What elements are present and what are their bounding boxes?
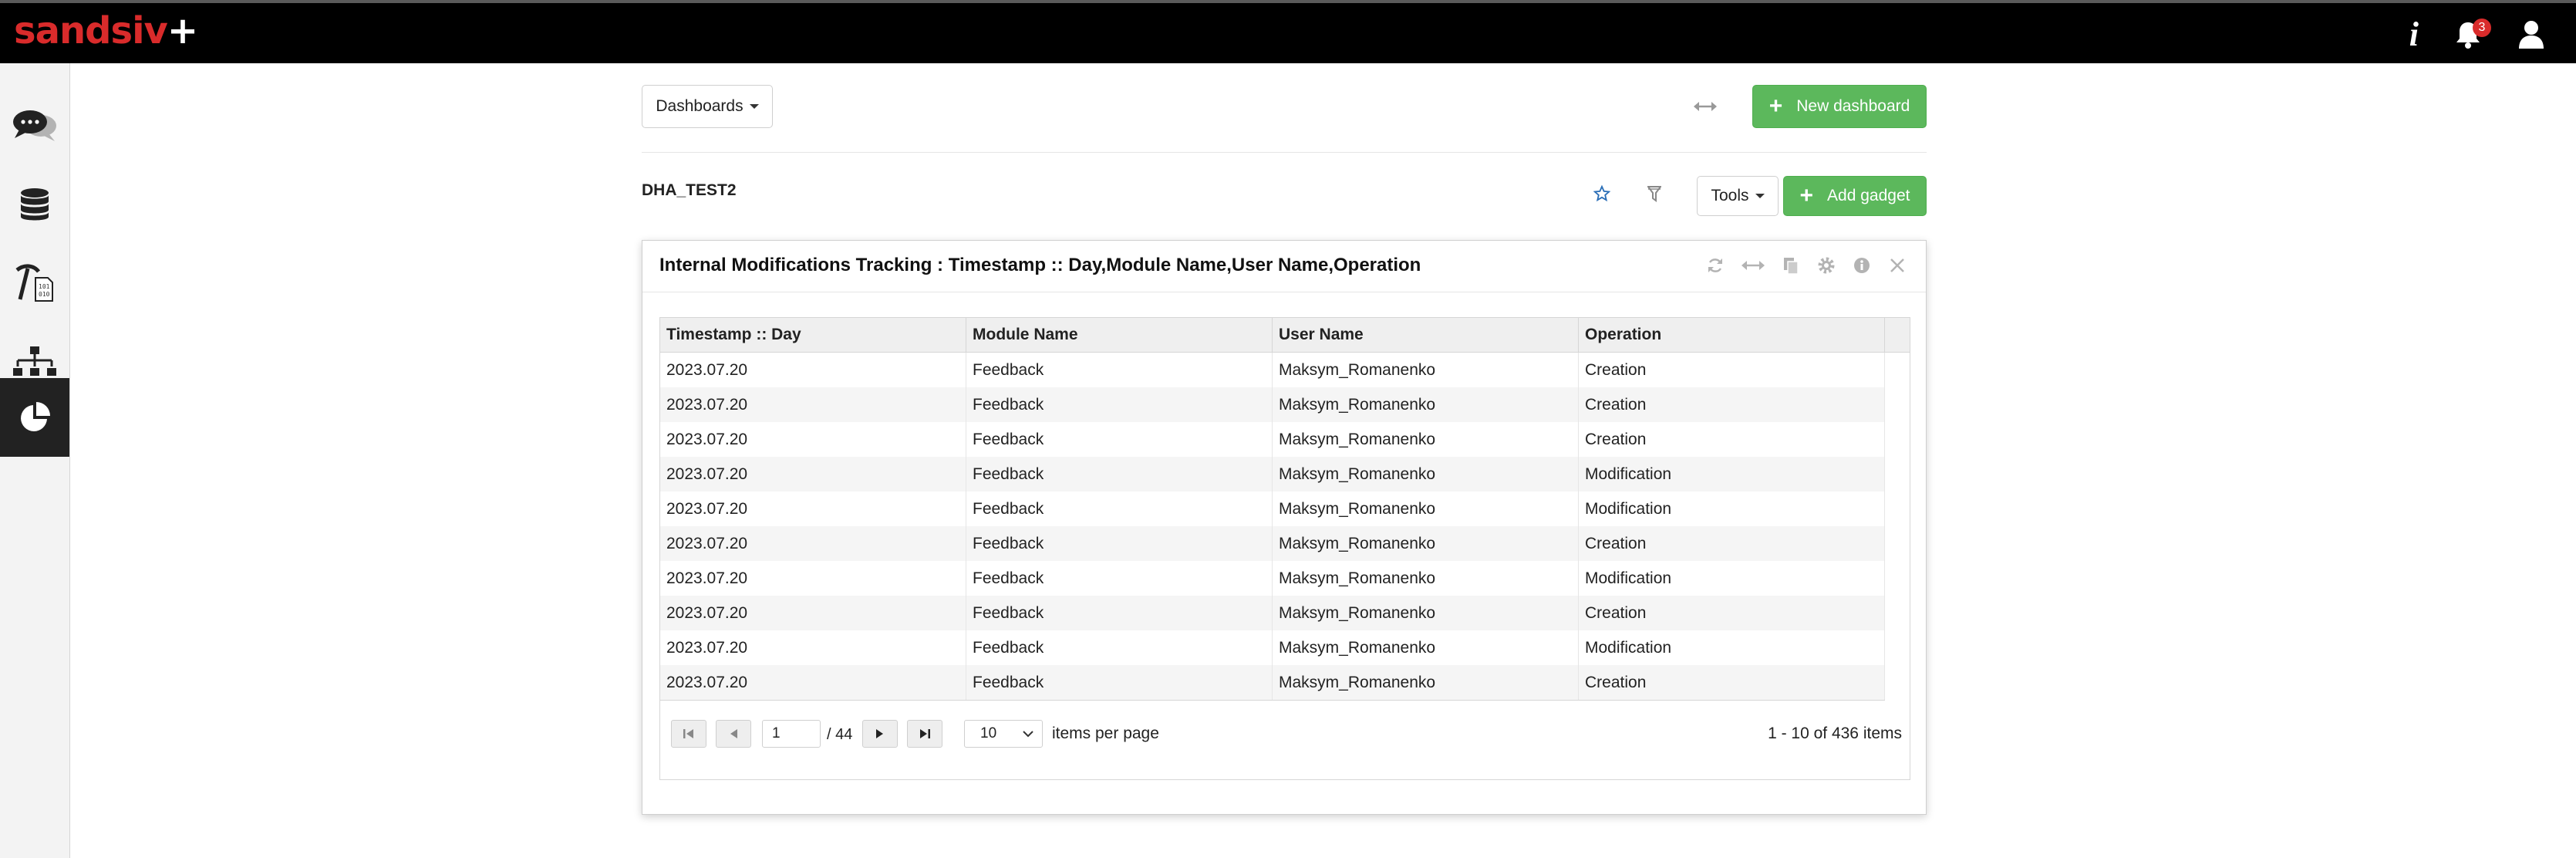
table-row[interactable] bbox=[660, 457, 1885, 491]
info-icon[interactable]: i bbox=[2409, 15, 2419, 53]
prev-page-button[interactable] bbox=[716, 720, 751, 748]
grid-body-border bbox=[660, 700, 1885, 701]
column-header[interactable]: Operation bbox=[1579, 318, 1885, 352]
expand-button[interactable] bbox=[1741, 255, 1765, 275]
next-page-icon bbox=[875, 728, 885, 739]
star-icon bbox=[1593, 185, 1610, 202]
top-bar bbox=[0, 0, 2576, 63]
add-gadget-label: Add gadget bbox=[1827, 187, 1910, 204]
table-cell: 2023.07.20 bbox=[660, 596, 966, 630]
user-icon bbox=[2517, 20, 2545, 49]
tools-label: Tools bbox=[1711, 187, 1749, 204]
horizontal-arrows-icon bbox=[1693, 100, 1718, 113]
table-cell: Modification bbox=[1579, 457, 1885, 491]
table-row[interactable] bbox=[660, 422, 1885, 457]
table-cell: Maksym_Romanenko bbox=[1273, 491, 1579, 526]
column-header[interactable]: Timestamp :: Day bbox=[660, 318, 966, 352]
dashboards-dropdown[interactable] bbox=[642, 85, 773, 128]
expand-icon bbox=[1741, 259, 1765, 272]
logo-plus: + bbox=[167, 9, 198, 52]
chevron-down-icon bbox=[1022, 728, 1034, 739]
refresh-icon bbox=[1706, 256, 1725, 275]
table-row[interactable] bbox=[660, 665, 1885, 700]
table-row[interactable] bbox=[660, 387, 1885, 422]
svg-text:101: 101 bbox=[39, 283, 50, 290]
table-cell: Maksym_Romanenko bbox=[1273, 596, 1579, 630]
table-cell: Creation bbox=[1579, 353, 1885, 387]
sidebar-item-feedback[interactable] bbox=[0, 86, 69, 165]
favorite-button[interactable] bbox=[1592, 184, 1612, 204]
database-icon bbox=[19, 187, 50, 221]
pager bbox=[660, 715, 1910, 754]
fullwidth-toggle[interactable] bbox=[1692, 96, 1718, 117]
table-row[interactable] bbox=[660, 596, 1885, 630]
pager-info: 1 - 10 of 436 items bbox=[1768, 725, 1902, 742]
last-page-icon bbox=[919, 728, 931, 739]
table-cell: Creation bbox=[1579, 665, 1885, 700]
table-cell: Feedback bbox=[966, 387, 1273, 422]
page-size-value: 10 bbox=[980, 725, 997, 741]
table-cell: 2023.07.20 bbox=[660, 387, 966, 422]
table-cell: Feedback bbox=[966, 422, 1273, 457]
filter-button[interactable] bbox=[1644, 184, 1664, 204]
caret-down-icon bbox=[750, 104, 759, 109]
table-row[interactable] bbox=[660, 630, 1885, 665]
table-cell: 2023.07.20 bbox=[660, 422, 966, 457]
filter-icon bbox=[1647, 185, 1661, 202]
table-cell: Feedback bbox=[966, 353, 1273, 387]
table-cell: Maksym_Romanenko bbox=[1273, 561, 1579, 596]
column-header[interactable]: Module Name bbox=[966, 318, 1273, 352]
plus-icon: + bbox=[1768, 93, 1783, 119]
table-cell: Feedback bbox=[966, 630, 1273, 665]
first-page-button[interactable] bbox=[671, 720, 706, 748]
settings-button[interactable] bbox=[1816, 255, 1836, 275]
close-button[interactable] bbox=[1887, 255, 1907, 275]
grid-header bbox=[660, 318, 1910, 353]
table-cell: Creation bbox=[1579, 596, 1885, 630]
table-cell: Maksym_Romanenko bbox=[1273, 665, 1579, 700]
table-row[interactable] bbox=[660, 353, 1885, 387]
table-cell: Modification bbox=[1579, 561, 1885, 596]
total-pages: / 44 bbox=[827, 726, 853, 743]
last-page-button[interactable] bbox=[907, 720, 942, 748]
table-cell: Maksym_Romanenko bbox=[1273, 387, 1579, 422]
sidebar bbox=[0, 63, 70, 858]
table-cell: 2023.07.20 bbox=[660, 665, 966, 700]
data-tools-icon bbox=[14, 262, 56, 304]
hierarchy-icon bbox=[13, 346, 56, 377]
caret-down-icon bbox=[1755, 194, 1765, 198]
table-cell: Modification bbox=[1579, 491, 1885, 526]
table-cell: Creation bbox=[1579, 387, 1885, 422]
gadget-title: Internal Modifications Tracking : Timestamp :: Day,Module Name,User Name,Operation bbox=[659, 255, 1421, 275]
table-cell: Modification bbox=[1579, 630, 1885, 665]
table-cell: Feedback bbox=[966, 596, 1273, 630]
user-menu-button[interactable] bbox=[2517, 14, 2545, 56]
table-cell: 2023.07.20 bbox=[660, 457, 966, 491]
gadget-panel bbox=[642, 240, 1927, 815]
page-size-select[interactable] bbox=[964, 720, 1043, 748]
gadget-toolbar bbox=[1705, 252, 1907, 279]
new-dashboard-label: New dashboard bbox=[1796, 97, 1910, 115]
info-circle-icon bbox=[1853, 257, 1870, 274]
notifications-button[interactable] bbox=[2454, 14, 2486, 56]
dashboards-label: Dashboards bbox=[656, 97, 743, 115]
table-cell: 2023.07.20 bbox=[660, 353, 966, 387]
table-cell: Maksym_Romanenko bbox=[1273, 526, 1579, 561]
page-number-input[interactable]: 1 bbox=[762, 720, 821, 748]
copy-icon bbox=[1782, 256, 1799, 275]
table-cell: Feedback bbox=[966, 561, 1273, 596]
sidebar-item-mining[interactable] bbox=[0, 244, 69, 323]
column-header[interactable]: User Name bbox=[1273, 318, 1579, 352]
pie-chart-icon bbox=[18, 400, 52, 434]
table-cell: Creation bbox=[1579, 422, 1885, 457]
table-row[interactable] bbox=[660, 526, 1885, 561]
table-cell: Feedback bbox=[966, 526, 1273, 561]
table-cell: 2023.07.20 bbox=[660, 561, 966, 596]
table-cell: Feedback bbox=[966, 665, 1273, 700]
table-cell: Feedback bbox=[966, 457, 1273, 491]
app-logo[interactable] bbox=[14, 9, 198, 52]
sidebar-item-data[interactable] bbox=[0, 165, 69, 244]
copy-button[interactable] bbox=[1781, 255, 1801, 275]
add-gadget-button[interactable] bbox=[1783, 176, 1927, 216]
chat-icon bbox=[12, 109, 58, 143]
data-grid bbox=[659, 317, 1910, 780]
sidebar-item-dashboards[interactable] bbox=[0, 378, 69, 457]
top-icons bbox=[2409, 14, 2545, 56]
svg-text:010: 010 bbox=[39, 291, 50, 298]
settings-icon bbox=[1817, 256, 1836, 275]
table-cell: Maksym_Romanenko bbox=[1273, 422, 1579, 457]
tools-dropdown[interactable] bbox=[1697, 176, 1779, 216]
items-per-page-label: items per page bbox=[1052, 725, 1159, 742]
dashboard-title: DHA_TEST2 bbox=[642, 181, 737, 199]
first-page-icon bbox=[683, 728, 695, 739]
prev-page-icon bbox=[729, 728, 738, 739]
table-row[interactable] bbox=[660, 561, 1885, 596]
table-row[interactable] bbox=[660, 491, 1885, 526]
table-cell: Maksym_Romanenko bbox=[1273, 457, 1579, 491]
table-cell: 2023.07.20 bbox=[660, 526, 966, 561]
new-dashboard-button[interactable] bbox=[1752, 85, 1927, 128]
logo-text: sandsiv bbox=[14, 9, 167, 52]
table-cell: Feedback bbox=[966, 491, 1273, 526]
table-cell: 2023.07.20 bbox=[660, 491, 966, 526]
table-cell: Maksym_Romanenko bbox=[1273, 353, 1579, 387]
info-button[interactable] bbox=[1852, 255, 1872, 275]
close-icon bbox=[1889, 257, 1906, 274]
next-page-button[interactable] bbox=[862, 720, 898, 748]
plus-icon: + bbox=[1799, 183, 1814, 208]
toolbar-divider bbox=[642, 152, 1927, 153]
table-cell: Creation bbox=[1579, 526, 1885, 561]
table-cell: Maksym_Romanenko bbox=[1273, 630, 1579, 665]
notification-badge: 3 bbox=[2473, 19, 2491, 37]
table-cell: 2023.07.20 bbox=[660, 630, 966, 665]
refresh-button[interactable] bbox=[1705, 255, 1725, 275]
